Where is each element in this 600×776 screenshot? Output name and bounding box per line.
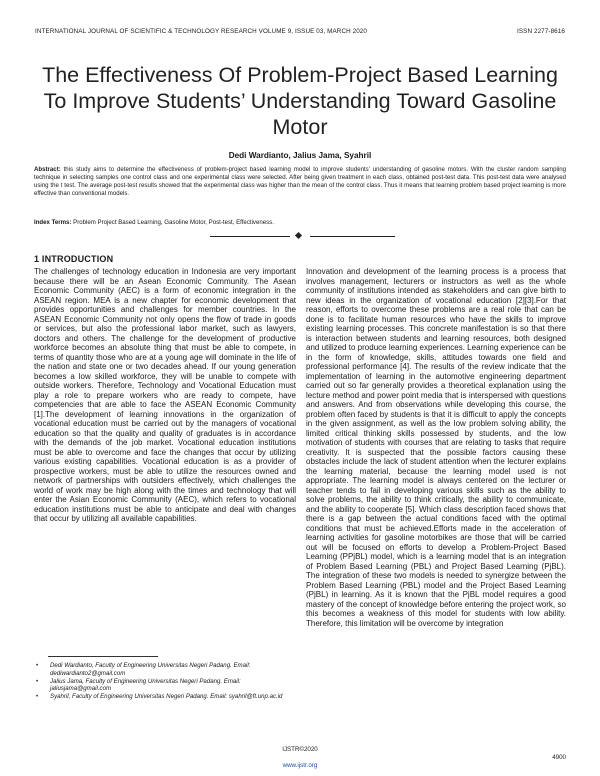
page-number: 4900 [552,754,566,761]
index-terms-text: Problem Project Based Learning, Gasoline Motor, Post-test, Effectiveness. [71,219,274,226]
separator-line-right [310,236,395,237]
index-terms [34,219,566,227]
author-list: Dedi Wardianto, Jalius Jama, Syahril [228,151,372,160]
footer-copyright: IJSTR©2020 [282,746,318,753]
index-terms-label: Index Terms: [34,219,72,226]
body-column-right: Innovation and development of the learning process is a process that involves management, lecturers or instructors as well as the whole community of institutions intended as stakeholders and can give birth to new ideas in the organization of vocational education [2][3].For that reason, efforts to overcome these problems are a real role that can be done is to facilitate human resources who have the skills to improve existing learning processes. This concrete manifestation is so that there is interaction between students and learning resources, both designed and utilized to produce learning experiences. Learning experience can be in the form of knowledge, skills, attitudes towards one field and professional performance [4]. The results of the review indicate that the implementation of learning in the automotive engineering department carried out so far generally provides a theoretical explanation using the lecture method and power point media that is interspersed with questions and answers. And from observations while developing this course, the problem often faced by students is that it is difficult to apply the concepts in the given assignment, as well as the low problem solving ability, the limited critical thinking skills possessed by students, and the low motivation of students with courses that are relating to tasks that require creativity. It is suspected that the possible factors causing these obstacles include the lack of student attention when the lecturer explains the learning material, because the learning model used is not appropriate. The learning model is always centered on the lecturer or teacher tends to fail in developing various skills such as the ability to solve problems, the ability to think critically, the ability to communicate, and the ability to cooperate [5]. Which class description faced shows that there is a gap between the actual conditions faced with the optimal conditions that must be achieved.Efforts made in the acceleration of learning activities for gasoline motorbikes are those that will be carried out will be focused on efforts to develop a Problem-Project Based Learning (PPjBL) model, which is a learning model that is an integration of Problem Based Learning (PBL) and Project Based Learning (PjBL). The integration of these two models is needed to synergize between the Problem Based Learning (PBL) model and the Project Based Learning (PjBL) in learning. As it is known that the PjBL model requires a good mastery of the concept of knowledge before entering the project work, so this becomes a weakness of this model for students with low ability. Therefore, this limitation will be overcome by integration [306,267,566,628]
body-column-left: The challenges of technology education in Indonesia are very important because there will be an Asean Economic Community. The Asean Economic Community (AEC) is a form of economic integration in the ASEAN region. MEA is a new chapter for economic development that provides opportunities and challenges for member countries. In the ASEAN Economic Community not only opens the flow of trade in goods or services, but also the professional labor market, such as lawyers, doctors and others. The challenge for the development of productive workforce becomes an absolute thing that must be able to compete, in terms of quantity those who are at a young age will dominate in the life of the nation and state one or two decades ahead. If our young generation becomes a low skilled workforce, they will be unable to compete with outside workers. Therefore, Technology and Vocational Education must play a role to prepare workers who are ready to compete, have competencies that are able to face the ASEAN Economic Community [1].The development of learning innovations in the organization of vocational education must be carried out by the managers of vocational education so that the quality and quality of graduates is in accordance with the demands of the job market. Vocational education institutions must be able to overcome and face the changes that occur by utilizing various existing capabilities. Vocational education is as a provider of prospective workers, must be able to utilize the resources owned and network of partnerships with outsiders effectively, which challenges the world of work may be high along with the times and technology that will enter the Asian Economic Community (AEC), which refers to vocational education institutions must be able to anticipate and deal with changes that occur by utilizing all available capabilities. [34,267,296,523]
footnote-item: • Dedi Wardianto, Faculty of Engineering Universitas Negeri Padang. Email: dediwardianto2@gmail.com [34,662,296,678]
journal-header: INTERNATIONAL JOURNAL OF SCIENTIFIC & TECHNOLOGY RESEARCH VOLUME 9, ISSUE 03, MARCH 2020 [35,28,367,35]
footnote-item: • Syahril, Faculty of Engineering Universitas Negeri Padang. Email: syahril@ft.unp.ac.id [34,693,296,701]
footer-website-link[interactable]: www.ijstr.org [282,762,318,769]
issn-label: ISSN 2277-8616 [517,28,565,35]
abstract-label: Abstract: [34,166,61,173]
footnote-item: • Jalius Jama, Faculty of Engineering Universitas Negeri Padang. Email: jaliusjama@gmail.com [34,678,296,694]
diamond-icon [295,232,302,239]
section-heading-introduction: 1 INTRODUCTION [34,254,114,264]
author-footnotes [34,662,296,701]
abstract [34,166,566,198]
abstract-text: this study aims to determine the effectiveness of problem-project based learning model to improve students' understanding of gasoline motors. With the cluster random sampling technique in selecting samples one control class and one experimental class were selected. After being given treatment in each class, obtained post-test data. This post-test data were analysed using the t test. The average post-test results showed that the experimental class was higher than the mean of the control class. Thus it means that learning problem based project learning is more effective than conventional models. [34,166,566,197]
paper-title: The Effectiveness Of Problem-Project Based Learning To Improve Students’ Understanding Toward Gasoline Motor [42,63,558,139]
section-separator [0,231,600,241]
footnote-rule [48,656,158,657]
separator-line-left [210,236,290,237]
